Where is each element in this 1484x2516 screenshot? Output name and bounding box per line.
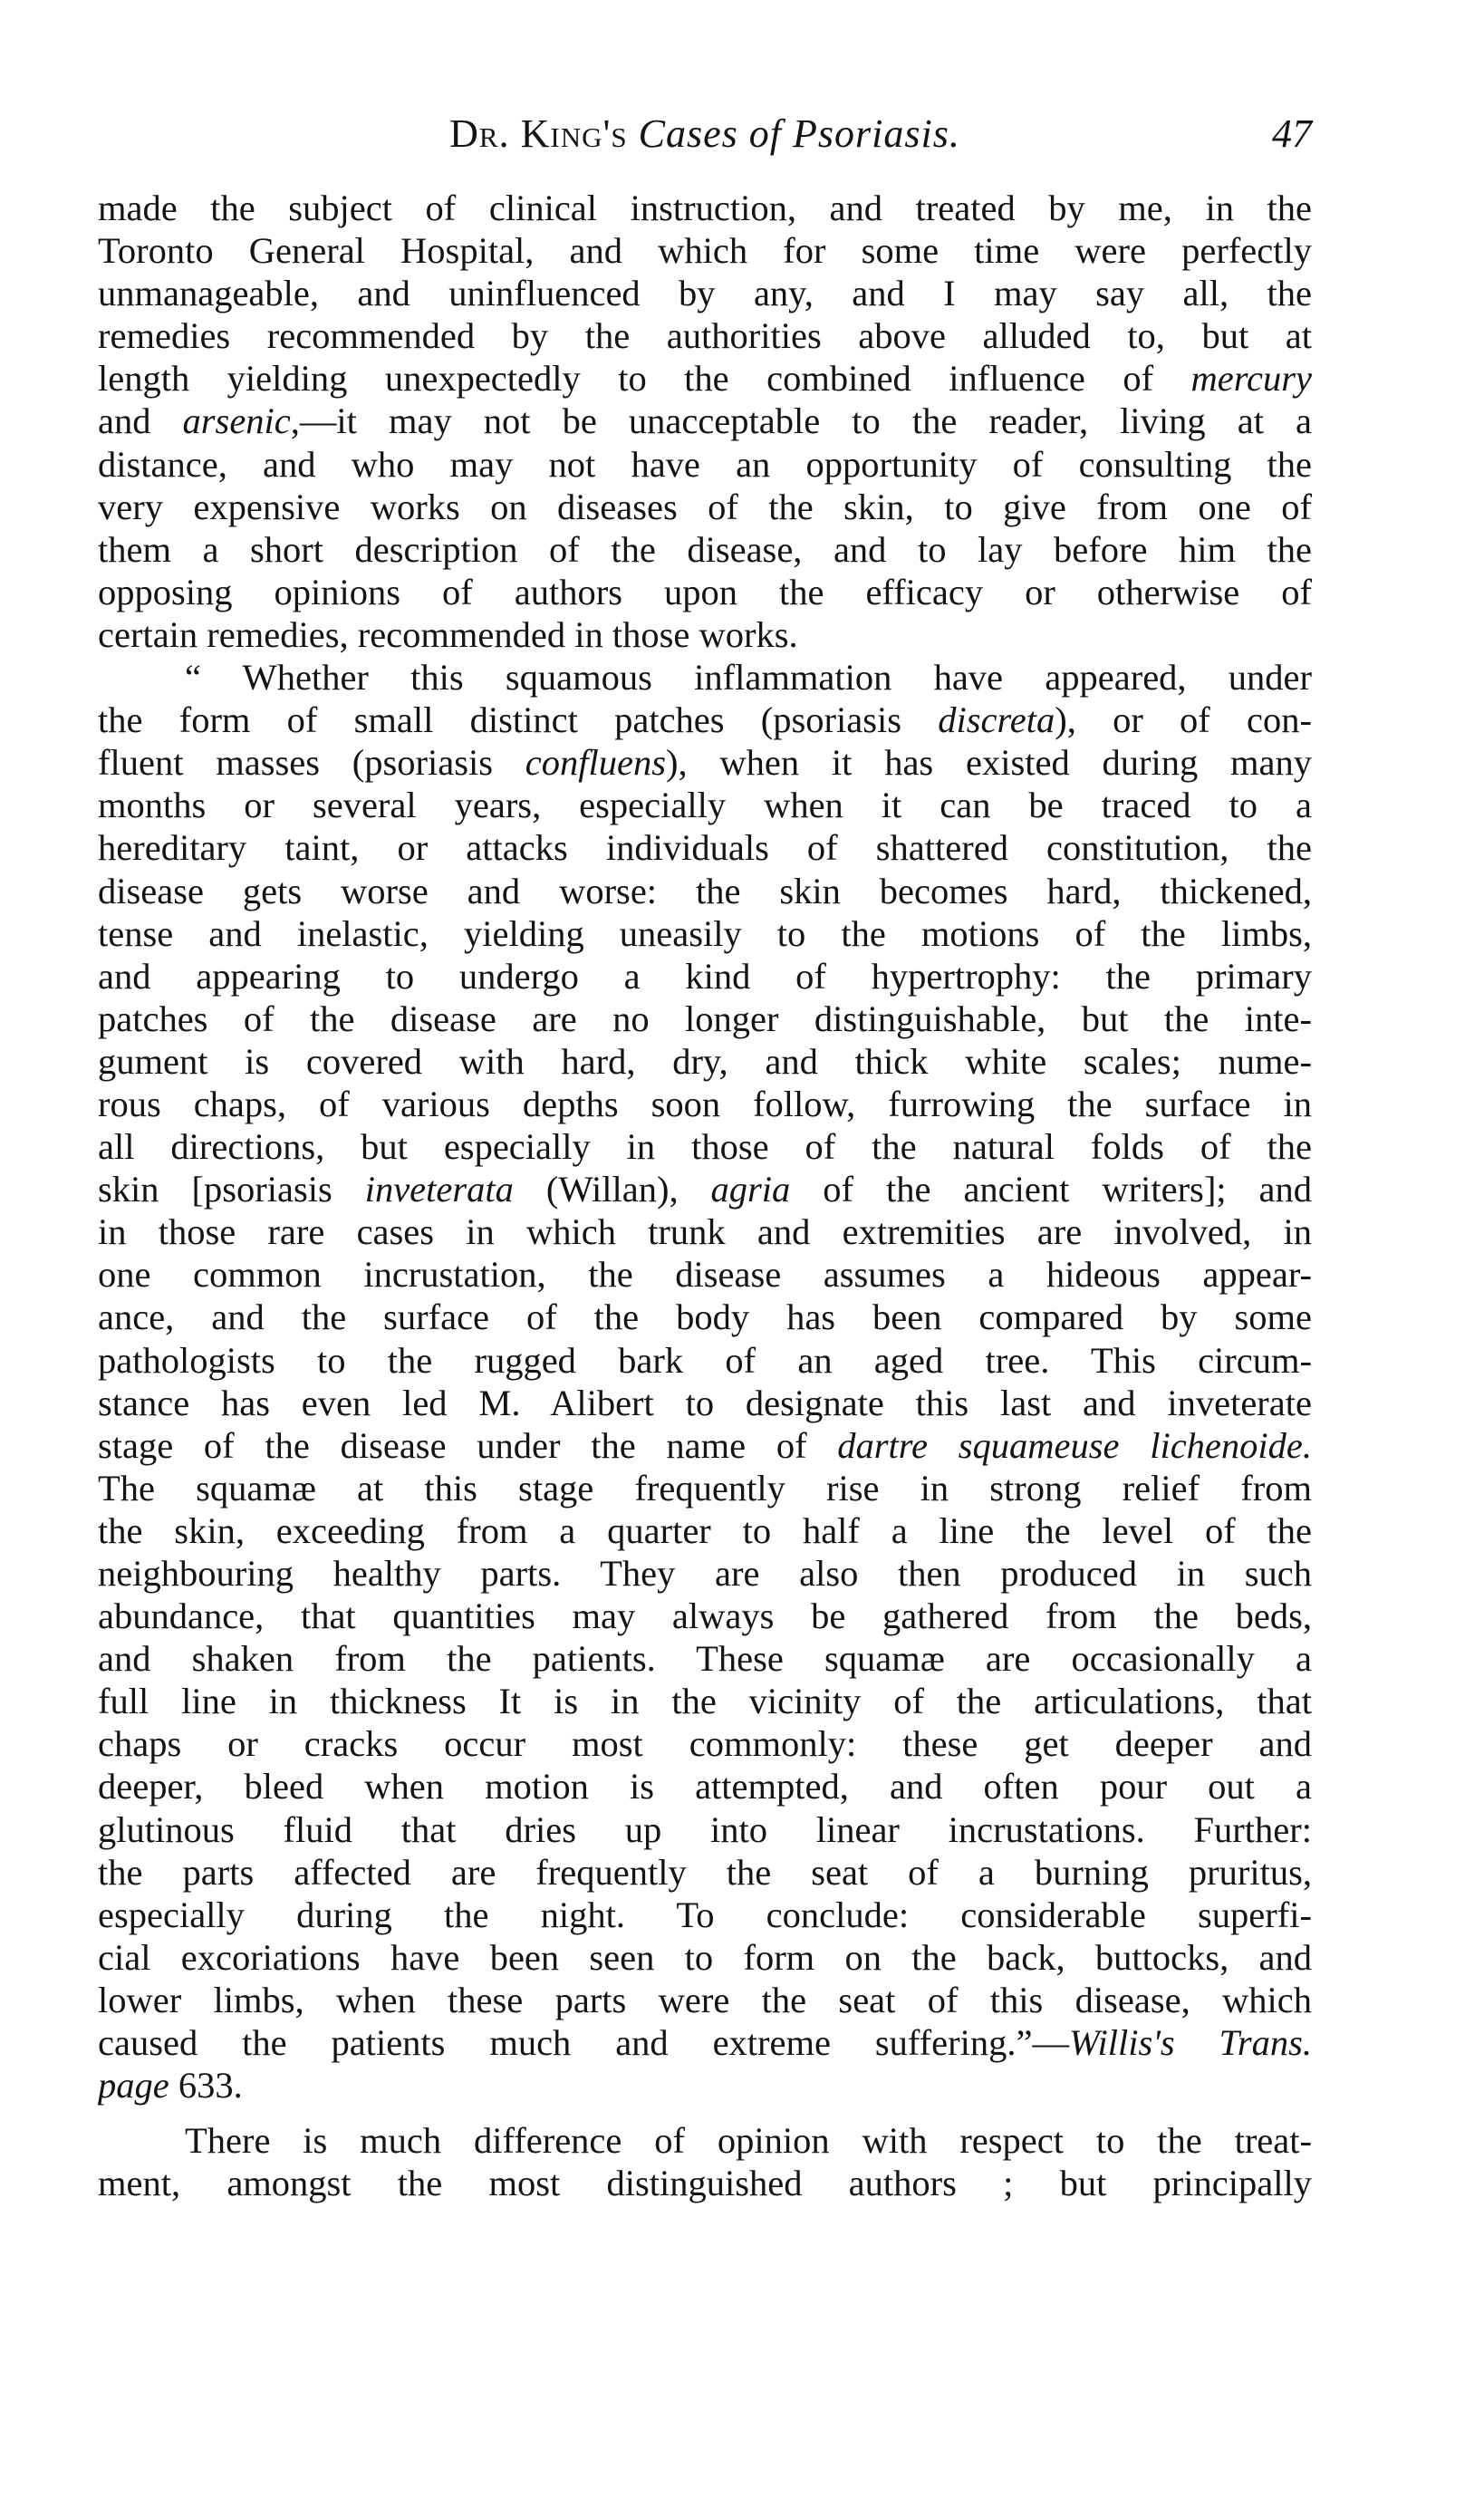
text-line [98,1680,1312,1722]
text-line [98,1339,1312,1382]
italic-text: mercury [1190,358,1312,400]
text-line [98,1168,1312,1210]
body-text [98,187,1312,2204]
line-text: of the ancient writers]; and [790,1169,1312,1210]
text-line [98,400,1312,442]
line-text: stage of the disease under the name of [98,1424,838,1466]
text-line [98,998,1312,1040]
text-line [98,870,1312,912]
line-text: months or several years, especially when it can be traced to a [98,785,1312,826]
line-text: pathologists to the rugged bark of an aged tree. This circum- [98,1339,1312,1381]
running-head [98,107,1312,161]
text-line [98,2021,1312,2064]
text-line [98,2119,1312,2162]
line-text: all directions, but especially in those of the natural folds of the [98,1126,1312,1168]
line-text: remedies recommended by the authorities above alluded to, but at [98,315,1312,357]
line-text: 633. [169,2065,243,2106]
text-line [98,1424,1312,1467]
line-text: unmanageable, and uninfluenced by any, and I may say all, the [98,273,1312,314]
text-line [98,2162,1312,2204]
line-text: length yielding unexpectedly to the combined influence of [98,358,1191,400]
line-text: patches of the disease are no longer distinguishable, but the inte- [98,998,1312,1039]
italic-text: agria [710,1169,791,1210]
text-line [98,357,1312,400]
italic-text: Willis's Trans. [1068,2022,1312,2064]
italic-text: confluens [525,742,667,784]
line-text: lower limbs, when these parts were the seat of this disease, which [98,1979,1312,2020]
text-line [98,1722,1312,1765]
text-line [98,1894,1312,1936]
running-title [98,107,1312,161]
line-text: opposing opinions of authors upon the efficacy or otherwise of [98,571,1312,612]
text-line [98,229,1312,272]
line-text: deeper, bleed when motion is attempted, and often pour out a [98,1766,1312,1807]
text-line [98,1467,1312,1509]
text-line [98,1979,1312,2021]
text-line [98,784,1312,826]
text-line [98,443,1312,486]
line-text: very expensive works on diseases of the skin, to give from one of [98,486,1312,527]
text-line [98,187,1312,229]
line-text: made the subject of clinical instruction, and treated by me, in the [98,188,1312,228]
line-text: full line in thickness It is in the vicinity of the articulations, that [98,1681,1312,1722]
text-line [98,656,1312,699]
text-line [98,528,1312,571]
line-text: neighbouring healthy parts. They are also then produced in such [98,1553,1312,1594]
line-text: the form of small distinct patches (psoriasis [98,699,939,741]
line-text: abundance, that quantities may always be gathered from the beds, [98,1595,1312,1637]
line-text: chaps or cracks occur most commonly: these get deeper and [98,1723,1312,1765]
running-title-subject: Cases of Psoriasis. [638,111,960,156]
line-text: one common incrustation, the disease assumes a hideous appear- [98,1254,1312,1296]
text-line [98,314,1312,357]
line-text: the parts affected are frequently the seat of a burning pruritus, [98,1851,1312,1893]
text-line [98,741,1312,784]
text-line [98,272,1312,314]
text-line [98,1552,1312,1595]
text-line [98,955,1312,998]
text-line [98,1296,1312,1338]
line-text: ment, amongst the most distinguished authors ; but principally [98,2163,1312,2204]
line-text: The squamæ at this stage frequently rise in strong relief from [98,1467,1312,1509]
line-text: them a short description of the disease, and to lay before him the [98,528,1312,570]
text-line [98,1382,1312,1424]
line-text: in those rare cases in which trunk and extremities are involved, in [98,1211,1312,1253]
text-line [98,1509,1312,1552]
text-line [98,1637,1312,1680]
italic-text: page [98,2065,169,2106]
italic-text: discreta [938,699,1055,741]
text-line [98,1765,1312,1807]
text-line [98,826,1312,869]
line-text: and appearing to undergo a kind of hypertrophy: the primary [98,955,1312,997]
text-line [98,1595,1312,1637]
line-text: cial excoriations have been seen to form on the back, buttocks, and [98,1936,1312,1978]
line-text: certain remedies, recommended in those works. [98,613,798,655]
line-text: hereditary taint, or attacks individuals of shattered constitution, the [98,827,1312,869]
line-text: glutinous fluid that dries up into linear incrustations. Further: [98,1808,1312,1850]
line-text: and [98,400,183,442]
text-line [98,699,1312,741]
text-line [98,912,1312,955]
line-text: stance has even led M. Alibert to designate this last and inveterate [98,1382,1312,1423]
line-text: fluent masses (psoriasis [98,742,525,784]
line-text: rous chaps, of various depths soon follow, furrowing the surface in [98,1083,1312,1124]
line-text: (Willan), [513,1169,711,1210]
text-line [98,1253,1312,1296]
text-line [98,2064,1312,2106]
line-text: caused the patients much and extreme suffering.”— [98,2022,1069,2064]
running-title-author: Dr. King's [449,111,628,156]
line-text: “ Whether this squamous inflammation have appeared, under [185,657,1312,699]
line-text: There is much difference of opinion with respect to the treat- [185,2120,1312,2162]
text-line [98,1125,1312,1168]
text-line [98,1083,1312,1125]
line-text: and shaken from the patients. These squamæ are occasionally a [98,1638,1312,1680]
italic-text: dartre squameuse lichenoide. [837,1424,1312,1466]
text-line [98,1210,1312,1253]
line-text: ), when it has existed during many [666,742,1312,784]
line-text: gument is covered with hard, dry, and thick white scales; nume- [98,1040,1312,1082]
line-text: skin [psoriasis [98,1169,365,1210]
italic-text: inveterata [364,1169,514,1210]
line-text: ), or of con- [1055,699,1312,741]
line-text: the skin, exceeding from a quarter to half a line the level of the [98,1509,1312,1551]
text-line [98,486,1312,528]
line-text: distance, and who may not have an opportunity of consulting the [98,443,1312,485]
line-text: especially during the night. To conclude: considerable superfi- [98,1894,1312,1935]
text-line [98,1040,1312,1083]
text-line [98,571,1312,613]
line-text: ance, and the surface of the body has been compared by some [98,1297,1312,1338]
line-text: disease gets worse and worse: the skin becomes hard, thickened, [98,870,1312,911]
line-text: Toronto General Hospital, and which for some time were perfectly [98,230,1312,272]
text-line [98,1936,1312,1979]
line-text: tense and inelastic, yielding uneasily to the motions of the limbs, [98,912,1312,954]
page-number: 47 [1272,111,1312,156]
italic-text: arsenic [182,400,291,442]
text-line [98,1808,1312,1851]
text-line [98,613,1312,656]
line-text: ,—it may not be unacceptable to the reader, living at a [290,400,1312,442]
text-line [98,1851,1312,1894]
